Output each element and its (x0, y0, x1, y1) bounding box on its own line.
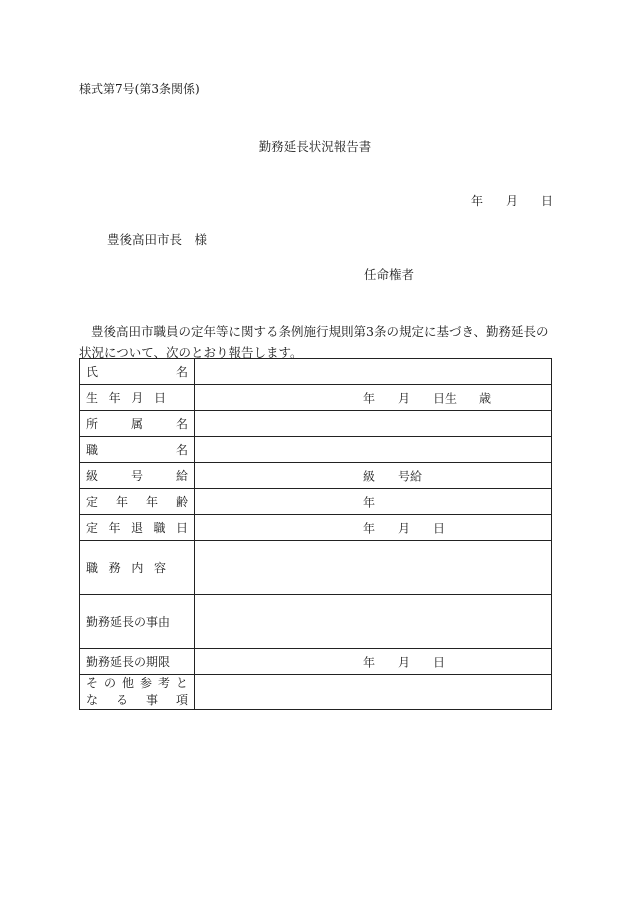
value-other-notes[interactable] (195, 675, 552, 710)
age-year-unit: 年 (363, 495, 376, 509)
row-other-notes (80, 675, 552, 710)
birth-month-unit: 月 (398, 391, 411, 405)
period-year-unit: 年 (363, 655, 376, 669)
period-day-unit: 日 (433, 655, 446, 669)
birth-year-unit: 年 (363, 391, 376, 405)
label-position: 職 名 (80, 437, 195, 463)
row-grade (80, 463, 552, 489)
step-unit: 号給 (398, 469, 423, 483)
label-department: 所 属 名 (80, 411, 195, 437)
row-duties (80, 541, 552, 595)
grade-unit: 級 (363, 469, 376, 483)
age-unit: 歳 (479, 391, 492, 405)
retire-day-unit: 日 (433, 521, 446, 535)
row-birthdate (80, 385, 552, 411)
label-duties: 職 務 内 容 (80, 541, 195, 595)
date-year-label: 年 (471, 194, 484, 208)
value-extension-reason[interactable] (195, 595, 552, 649)
period-month-unit: 月 (398, 655, 411, 669)
document-title: 勤務延長状況報告書 (258, 139, 372, 154)
retire-month-unit: 月 (398, 521, 411, 535)
addressee: 豊後高田市長 様 (107, 232, 208, 247)
date-month-label: 月 (506, 194, 519, 208)
row-department (80, 411, 552, 437)
row-retirement-age (80, 489, 552, 515)
date-day-label: 日 (541, 194, 554, 208)
label-other-notes: そ の 他 参 考 と な る 事 項 (80, 675, 195, 710)
label-retirement-date: 定 年 退 職 日 (80, 515, 195, 541)
label-name: 氏 名 (80, 359, 195, 385)
label-extension-reason: 勤務延長の事由 (80, 595, 195, 649)
label-extension-period: 勤務延長の期限 (80, 649, 195, 675)
form-number: 様式第7号(第3条関係) (79, 82, 200, 96)
report-table (79, 358, 552, 710)
value-birthdate[interactable] (195, 385, 552, 411)
row-extension-reason (80, 595, 552, 649)
value-name[interactable] (195, 359, 552, 385)
row-position (80, 437, 552, 463)
value-grade[interactable] (195, 463, 552, 489)
value-retirement-age[interactable] (195, 489, 552, 515)
value-position[interactable] (195, 437, 552, 463)
label-grade: 級 号 給 (80, 463, 195, 489)
value-extension-period[interactable] (195, 649, 552, 675)
body-text: 豊後高田市職員の定年等に関する条例施行規則第3条の規定に基づき、勤務延長の状況について、次のとおり報告します。 (79, 324, 549, 360)
row-extension-period (80, 649, 552, 675)
value-retirement-date[interactable] (195, 515, 552, 541)
birth-day-unit: 日生 (433, 391, 458, 405)
label-retirement-age: 定 年 年 齢 (80, 489, 195, 515)
value-department[interactable] (195, 411, 552, 437)
value-duties[interactable] (195, 541, 552, 595)
row-name (80, 359, 552, 385)
row-retirement-date (80, 515, 552, 541)
label-birthdate: 生 年 月 日 (80, 385, 195, 411)
retire-year-unit: 年 (363, 521, 376, 535)
appointing-authority: 任命権者 (364, 267, 415, 282)
